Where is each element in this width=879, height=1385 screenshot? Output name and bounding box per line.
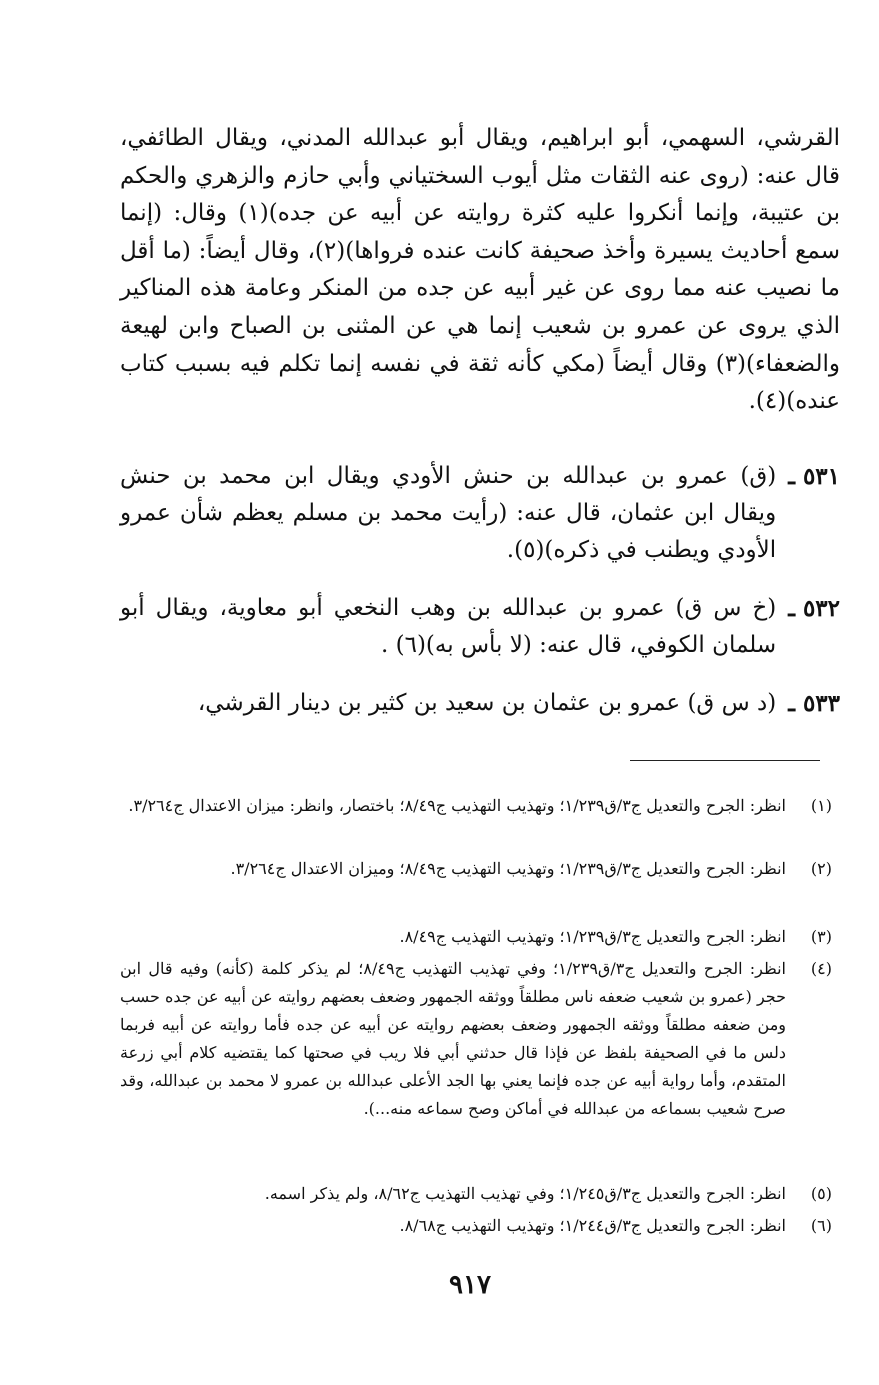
footnote-text: انظر: الجرح والتعديل ج٣/ق١/٢٤٤؛ وتهذيب التهذيب ج٨/٦٨. xyxy=(399,1216,786,1235)
footnote-text: انظر: الجرح والتعديل ج٣/ق١/٢٣٩؛ وفي تهذيب التهذيب ج٨/٤٩؛ لم يذكر كلمة (كأنه) وفيه قال ابن حجر (عمرو بن شعيب ضعفه ناس مطلقاً ووثقه الجمهور وضعف بعضهم روايته عن أبيه عن جده حسب ومن ضعفه مطلقاً ووثقه الجمهور وضعف بعضهم روايته عن أبيه عن جده فأما روايته عن أبيه فربما دلس ما في الصحيفة بلفظ عن فإذا قال حدثني أبي فلا ريب في صحتها كما يقتضيه كلام أبي زرعة المتقدم، وأما رواية أبيه عن جده فإنما يعني بها الجد الأعلى عبدالله بن عمرو لا محمد بن عبدالله، وقد صرح شعيب بسماعه من عبدالله في أماكن وصح سماعه منه...). xyxy=(120,959,787,1118)
footnote-4 xyxy=(120,955,832,1123)
entry-text: (ق) عمرو بن عبدالله بن حنش الأودي ويقال ابن محمد بن حنش ويقال ابن عثمان، قال عنه: (رأيت محمد بن مسلم يعظم شأن عمرو الأودي ويطنب في ذكره)(٥). xyxy=(120,463,777,563)
footnote-number: (٣) xyxy=(810,927,832,946)
footnote-number: (٥) xyxy=(810,1184,832,1203)
footnote-2 xyxy=(120,855,832,883)
entry-text: (د س ق) عمرو بن عثمان بن سعيد بن كثير بن دينار القرشي، xyxy=(197,690,777,716)
footnote-number: (٤) xyxy=(810,959,832,978)
footnote-number: (٢) xyxy=(810,859,832,878)
footnote-6 xyxy=(120,1212,832,1240)
entry-text: (خ س ق) عمرو بن عبدالله بن وهب النخعي أبو معاوية، ويقال أبو سلمان الكوفي، قال عنه: (لا بأس به)(٦) . xyxy=(120,595,777,658)
intro-paragraph: القرشي، السهمي، أبو ابراهيم، ويقال أبو عبدالله المدني، ويقال الطائفي، قال عنه: (روى عنه الثقات مثل أيوب السختياني وأبي حازم والزهري والحكم بن عتيبة، وإنما أنكروا عليه كثرة روايته عن أبيه عن جده)(١) وقال: (إنما سمع أحاديث يسيرة وأخذ صحيفة كانت عنده فرواها)(٢)، وقال أيضاً: (ما أقل ما نصيب عنه مما روى عن غير أبيه عن جده من المنكر وعامة هذه المناكير الذي يروى عن عمرو بن شعيب إنما هي عن المثنى بن الصباح وابن لهيعة والضعفاء)(٣) وقال أيضاً (مكي كأنه ثقة في نفسه إنما تكلم فيه بسبب كتاب عنده)(٤). xyxy=(120,125,841,415)
footnote-separator xyxy=(630,760,820,761)
entry-number: ٥٣٢ ـ xyxy=(788,595,840,622)
footnote-3 xyxy=(120,923,832,951)
entry-533 xyxy=(120,685,840,722)
footnote-number: (١) xyxy=(810,796,832,815)
footnote-5 xyxy=(120,1180,832,1208)
entry-531 xyxy=(120,458,840,569)
footnote-text: انظر: الجرح والتعديل ج٣/ق١/٢٤٥؛ وفي تهذيب التهذيب ج٨/٦٢، ولم يذكر اسمه. xyxy=(264,1184,786,1203)
footnote-text: انظر: الجرح والتعديل ج٣/ق١/٢٣٩؛ وتهذيب التهذيب ج٨/٤٩؛ وميزان الاعتدال ج٣/٢٦٤. xyxy=(230,859,786,878)
footnote-text: انظر: الجرح والتعديل ج٣/ق١/٢٣٩؛ وتهذيب التهذيب ج٨/٤٩؛ باختصار، وانظر: ميزان الاعتدال ج٣/٢٦٤. xyxy=(128,796,786,815)
entry-number: ٥٣٣ ـ xyxy=(788,690,840,717)
entry-number: ٥٣١ ـ xyxy=(788,463,840,490)
entry-532 xyxy=(120,590,840,664)
footnote-1 xyxy=(120,792,832,820)
footnote-number: (٦) xyxy=(810,1216,832,1235)
page-number: ٩١٧ xyxy=(449,1270,491,1300)
footnote-text: انظر: الجرح والتعديل ج٣/ق١/٢٣٩؛ وتهذيب التهذيب ج٨/٤٩. xyxy=(399,927,786,946)
